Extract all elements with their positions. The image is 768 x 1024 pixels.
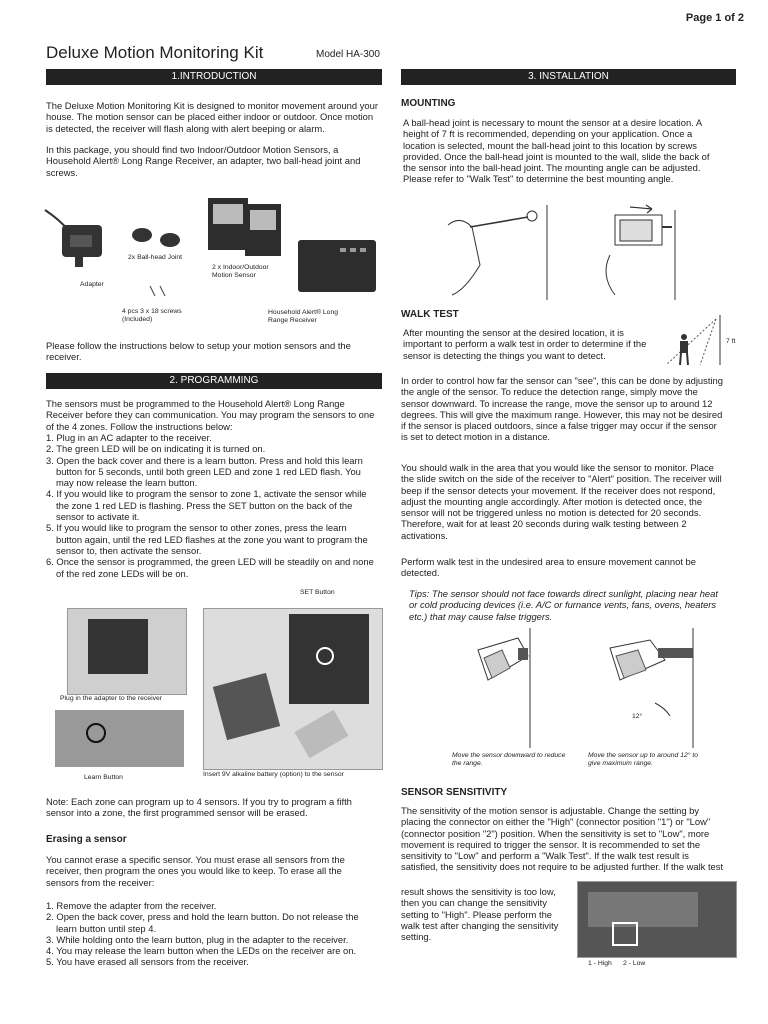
- walk-test-person-diagram: [660, 315, 720, 365]
- caption-battery: Insert 9V alkaline battery (option) to the sensor: [203, 771, 344, 778]
- page-number: Page 1 of 2: [685, 12, 744, 24]
- erasing-heading: Erasing a sensor: [46, 834, 127, 845]
- walk-test-heading: WALK TEST: [401, 309, 459, 320]
- programming-step: 2. The green LED will be on indicating it is turned on.: [46, 443, 266, 455]
- programming-step: 6. Once the sensor is programmed, the green LED will be steadily on and none of the red zone LEDs will be on.: [46, 556, 374, 579]
- intro-paragraph-1: The Deluxe Motion Monitoring Kit is designed to monitor movement around your house. The motion sensor can be placed either indoor or outdoor. Once motion is detected, the receiver will flash along with alert beeping or alarm.: [46, 100, 378, 134]
- sensor-angle-illustration: [470, 628, 720, 748]
- intro-paragraph-3: Please follow the instructions below to setup your motion sensors and the receiver.: [46, 340, 351, 363]
- erasing-step: 1. Remove the adapter from the receiver.: [46, 900, 217, 911]
- section-header-programming: 2. PROGRAMMING: [46, 373, 382, 389]
- erasing-steps: [46, 900, 376, 968]
- caption-set-button: SET Button: [300, 589, 335, 596]
- intro-paragraph-2: In this package, you should find two Indoor/Outdoor Motion Sensors, a Household Alert® Long Range Receiver, an adapter, two ball-head joint and screws.: [46, 144, 361, 178]
- sensitivity-paragraph-1: The sensitivity of the motion sensor is adjustable. Change the setting by placing the connector on either the "High" (connector position "1") or "Low" (connector position "2") position. When the sensitivity is set to "Low", more movement is required to trigger the sensor. It is recommended to set the sensitivity to "Low" and perform a "Walk Test". If the walk test result is satisfied, the sensitivity does not require to be adjusted further. If the walk test: [401, 805, 724, 873]
- caption-screws: 4 pcs 3 x 18 screws (Included): [122, 308, 182, 323]
- section-header-introduction: 1.INTRODUCTION: [46, 69, 382, 85]
- photo-sensitivity-jumper: [577, 881, 737, 958]
- photo-plug-adapter: [67, 608, 187, 695]
- model-number: Model HA-300: [316, 49, 380, 60]
- caption-low: 2 - Low: [623, 960, 646, 967]
- document-title: Deluxe Motion Monitoring Kit: [46, 43, 264, 62]
- erasing-step: 4. You may release the learn button when the LEDs on the receiver are on.: [46, 945, 357, 957]
- programming-step: 1. Plug in an AC adapter to the receiver.: [46, 432, 212, 443]
- programming-steps: [46, 432, 374, 579]
- erasing-paragraph: You cannot erase a specific sensor. You must erase all sensors from the receiver, then program the ones you would like to keep. To erase all the sensors from the receiver:: [46, 854, 345, 888]
- mounting-illustration: [440, 205, 710, 300]
- erasing-step: 2. Open the back cover, press and hold the learn button. Do not release the learn button until step 4.: [46, 911, 359, 934]
- caption-motion-sensor: 2 x Indoor/Outdoor Motion Sensor: [212, 264, 269, 279]
- programming-note: Note: Each zone can program up to 4 sensors. If you try to program a fifth sensor into a zone, the first programmed sensor will be erased.: [46, 796, 352, 819]
- mounting-heading: MOUNTING: [401, 98, 456, 109]
- erasing-step: 5. You have erased all sensors from the receiver.: [46, 956, 249, 968]
- sensor-sensitivity-heading: SENSOR SENSITIVITY: [401, 787, 508, 798]
- walk-test-paragraph-4: Perform walk test in the undesired area to ensure movement cannot be detected.: [401, 556, 696, 579]
- erasing-step: 3. While holding onto the learn button, plug in the adapter to the receiver.: [46, 933, 349, 945]
- caption-adapter: Adapter: [80, 281, 104, 288]
- walk-test-paragraph-2: In order to control how far the sensor can "see", this can be done by adjusting the angle of the sensor. To reduce the detection range, simply move the sensor downward. To increase the range, move the sensor up to around 12 degrees. This will give the maximum range. However, this may not be desired if the sensor is placed outdoors, since a false trigger may occur if the sensor is set to detect motion in a distance.: [401, 375, 723, 443]
- angle-label: 12°: [632, 713, 643, 720]
- caption-high: 1 - High: [588, 960, 612, 967]
- walk-test-paragraph-3: You should walk in the area that you would like the sensor to monitor. Place the slide switch on the side of the receiver to "Alert" position. The receiver will beep if the sensor detects your movement. If the receiver does not respond, adjust the mounting angle accordingly. After motion is detected once, the sensor will not be triggered unless no motion is detected for 20 seconds. Therefore, wait for at least 20 seconds during walk testing between 2 activations.: [401, 462, 722, 541]
- caption-plug-adapter: Plug in the adapter to the receiver: [60, 695, 163, 702]
- caption-move-up: Move the sensor up to around 12° to give maximum range.: [588, 752, 699, 767]
- programming-step: 4. If you would like to program the sensor to zone 1, activate the sensor while the zone 1 red LED is flashing. Press the SET button on the back of the sensor to activate it.: [46, 488, 367, 523]
- caption-receiver: Household Alert® Long Range Receiver: [268, 309, 339, 324]
- caption-learn-button: Learn Button: [84, 774, 123, 781]
- programming-intro: The sensors must be programmed to the Household Alert® Long Range Receiver before they can communication. You may program the sensors to one of the 4 zones. Follow the instructions below:: [46, 398, 375, 432]
- section-header-installation: 3. INSTALLATION: [401, 69, 736, 85]
- caption-move-down: Move the sensor downward to reduce the range.: [452, 752, 566, 767]
- caption-ball-head-joint: 2x Ball-head Joint: [128, 254, 183, 261]
- height-label: 7 ft: [726, 338, 736, 345]
- sensitivity-paragraph-2: result shows the sensitivity is too low, then you can change the sensitivity setting to "High". Please perform the walk test after changing the sensitivity setting.: [401, 886, 559, 943]
- programming-step: 3. Open the back cover and there is a learn button. Press and hold this learn button for 5 seconds, until both green LED and zone 1 red LED flash. You may now release the learn button.: [46, 454, 363, 489]
- photo-battery-set-button: [203, 608, 383, 770]
- programming-step: 5. If you would like to program the sensor to other zones, press the learn button again, until the red LED flashes at the zone you want to program the sensor to, then activate the sensor.: [46, 522, 368, 556]
- walk-test-paragraph-1: After mounting the sensor at the desired location, it is important to perform a walk test in order to determine if the sensor is detecting the things you want to detect.: [403, 327, 647, 361]
- mounting-paragraph: A ball-head joint is necessary to mount the sensor at a desire location. A height of 7 ft is recommended, depending on your application. Once a location is selected, mount the ball-head joint to this location by screws provided. Once the ball-head joint is mounted to the wall, slide the back of the sensor into the ball-head joint. The mounting angle can be adjusted. Please refer to "Walk Test" to determine the best mounting angle.: [403, 117, 710, 185]
- walk-test-tips: Tips: The sensor should not face towards direct sunlight, placing near heat or cold producing devices (i.e. A/C or furnance vents, fans, ovens, heaters etc.) that may cause false triggers.: [409, 588, 718, 622]
- photo-learn-button: [55, 710, 184, 767]
